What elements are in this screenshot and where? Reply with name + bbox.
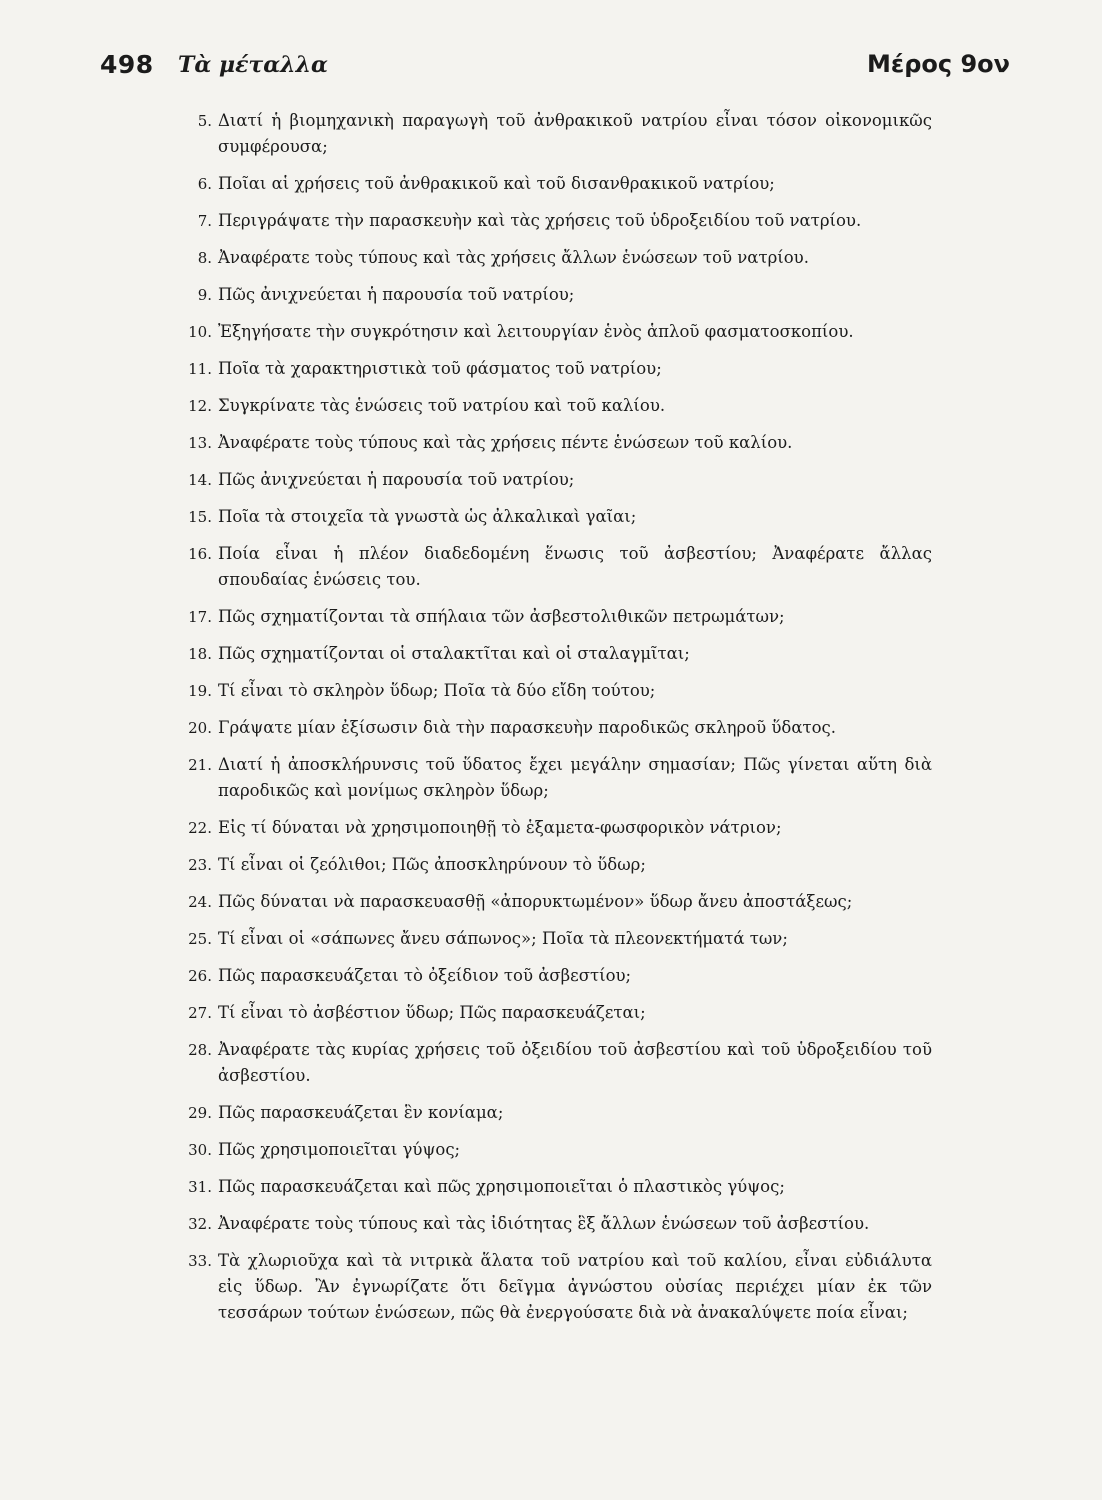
question-number: 10. — [188, 323, 212, 341]
question-item — [180, 752, 932, 804]
question-text: Τί εἶναι οἱ ζεόλιθοι; Πῶς ἀποσκληρύνουν τὸ ὕδωρ; — [218, 855, 646, 874]
question-number: 8. — [197, 249, 212, 267]
question-text: Περιγράψατε τὴν παρασκευὴν καὶ τὰς χρήσεις τοῦ ὑδροξειδίου τοῦ νατρίου. — [218, 211, 862, 230]
question-item — [180, 430, 932, 456]
question-item — [180, 282, 932, 308]
question-item — [180, 245, 932, 271]
question-text: Πῶς σχηματίζονται τὰ σπήλαια τῶν ἀσβεστολιθικῶν πετρωμάτων; — [218, 607, 785, 626]
question-number: 16. — [188, 545, 212, 563]
question-number: 14. — [188, 471, 212, 489]
question-number: 17. — [188, 608, 212, 626]
question-item — [180, 604, 932, 630]
question-number: 25. — [188, 930, 212, 948]
question-number: 29. — [188, 1104, 212, 1122]
question-text: Τί εἶναι τὸ σκληρὸν ὕδωρ; Ποῖα τὰ δύο εἴδη τούτου; — [218, 681, 656, 700]
question-item — [180, 171, 932, 197]
question-text: Τὰ χλωριοῦχα καὶ τὰ νιτρικὰ ἅλατα τοῦ νατρίου καὶ τοῦ καλίου, εἶναι εὐδιάλυτα εἰς ὕδωρ. Ἂν ἐγνωρίζατε ὅτι δεῖγμα ἀγνώστου οὐσίας περιέχει μίαν ἐκ τῶν τεσσάρων τούτων ἑνώσεων, πῶς θὰ ἐνεργούσατε διὰ νὰ ἀνακαλύψετε ποία εἶναι; — [218, 1251, 932, 1322]
question-number: 30. — [188, 1141, 212, 1159]
question-text: Ἀναφέρατε τοὺς τύπους καὶ τὰς ἰδιότητας ἓξ ἄλλων ἑνώσεων τοῦ ἀσβεστίου. — [218, 1214, 870, 1233]
question-text: Συγκρίνατε τὰς ἑνώσεις τοῦ νατρίου καὶ τοῦ καλίου. — [218, 396, 666, 415]
question-text: Ποῖαι αἱ χρήσεις τοῦ ἀνθρακικοῦ καὶ τοῦ δισανθρακικοῦ νατρίου; — [218, 174, 775, 193]
question-text: Διατί ἡ βιομηχανικὴ παραγωγὴ τοῦ ἀνθρακικοῦ νατρίου εἶναι τόσον οἰκονομικῶς συμφέρουσα; — [218, 111, 932, 156]
question-item — [180, 1100, 932, 1126]
question-number: 32. — [188, 1215, 212, 1233]
question-item — [180, 541, 932, 593]
question-item — [180, 504, 932, 530]
question-item — [180, 715, 932, 741]
question-number: 24. — [188, 893, 212, 911]
question-text: Πῶς παρασκευάζεται τὸ ὀξείδιον τοῦ ἀσβεστίου; — [218, 966, 632, 985]
question-text: Ἀναφέρατε τὰς κυρίας χρήσεις τοῦ ὀξειδίου τοῦ ἀσβεστίου καὶ τοῦ ὑδροξειδίου τοῦ ἀσβεστίου. — [218, 1040, 932, 1085]
page-header — [100, 50, 1010, 90]
question-text: Γράψατε μίαν ἐξίσωσιν διὰ τὴν παρασκευὴν παροδικῶς σκληροῦ ὕδατος. — [218, 718, 837, 737]
question-number: 26. — [188, 967, 212, 985]
question-text: Πῶς σχηματίζονται οἱ σταλακτῖται καὶ οἱ σταλαγμῖται; — [218, 644, 690, 663]
question-number: 5. — [197, 112, 212, 130]
question-item — [180, 889, 932, 915]
question-item — [180, 641, 932, 667]
question-number: 12. — [188, 397, 212, 415]
question-number: 21. — [188, 756, 212, 774]
question-text: Πῶς παρασκευάζεται καὶ πῶς χρησιμοποιεῖται ὁ πλαστικὸς γύψος; — [218, 1177, 785, 1196]
question-text: Εἰς τί δύναται νὰ χρησιμοποιηθῇ τὸ ἑξαμετα-φωσφορικὸν νάτριον; — [218, 818, 782, 837]
question-item — [180, 208, 932, 234]
question-text: Διατί ἡ ἀποσκλήρυνσις τοῦ ὕδατος ἔχει μεγάλην σημασίαν; Πῶς γίνεται αὕτη διὰ παροδικῶς καὶ μονίμως σκληρὸν ὕδωρ; — [218, 755, 932, 800]
question-item — [180, 1211, 932, 1237]
question-item — [180, 356, 932, 382]
question-text: Ποία εἶναι ἡ πλέον διαδεδομένη ἕνωσις τοῦ ἀσβεστίου; Ἀναφέρατε ἄλλας σπουδαίας ἑνώσεις του. — [218, 544, 932, 589]
question-number: 6. — [197, 175, 212, 193]
question-text: Πῶς χρησιμοποιεῖται γύψος; — [218, 1140, 461, 1159]
question-number: 15. — [188, 508, 212, 526]
question-text: Ποῖα τὰ στοιχεῖα τὰ γνωστὰ ὡς ἀλκαλικαὶ γαῖαι; — [218, 507, 637, 526]
question-number: 18. — [188, 645, 212, 663]
question-text: Πῶς παρασκευάζεται ἓν κονίαμα; — [218, 1103, 504, 1122]
question-number: 7. — [197, 212, 212, 230]
question-item — [180, 815, 932, 841]
question-text: Ἀναφέρατε τοὺς τύπους καὶ τὰς χρήσεις ἄλλων ἑνώσεων τοῦ νατρίου. — [218, 248, 809, 267]
question-item — [180, 1000, 932, 1026]
question-text: Πῶς δύναται νὰ παρασκευασθῇ «ἀπορυκτωμένον» ὕδωρ ἄνευ ἀποστάξεως; — [218, 892, 853, 911]
question-number: 31. — [188, 1178, 212, 1196]
question-number: 19. — [188, 682, 212, 700]
question-item — [180, 108, 932, 160]
question-number: 23. — [188, 856, 212, 874]
question-text: Πῶς ἀνιχνεύεται ἡ παρουσία τοῦ νατρίου; — [218, 470, 575, 489]
question-number: 20. — [188, 719, 212, 737]
question-number: 11. — [188, 360, 212, 378]
question-number: 27. — [188, 1004, 212, 1022]
running-title: Τὰ μέταλλα — [178, 52, 328, 78]
question-item — [180, 1248, 932, 1326]
page-number: 498 — [100, 50, 154, 79]
question-item — [180, 852, 932, 878]
question-number: 13. — [188, 434, 212, 452]
question-number: 9. — [197, 286, 212, 304]
question-item — [180, 1174, 932, 1200]
question-item — [180, 678, 932, 704]
question-number: 22. — [188, 819, 212, 837]
question-item — [180, 1137, 932, 1163]
question-item — [180, 926, 932, 952]
question-text: Ποῖα τὰ χαρακτηριστικὰ τοῦ φάσματος τοῦ νατρίου; — [218, 359, 662, 378]
question-text: Ἐξηγήσατε τὴν συγκρότησιν καὶ λειτουργίαν ἑνὸς ἁπλοῦ φασματοσκοπίου. — [218, 322, 854, 341]
question-text: Τί εἶναι οἱ «σάπωνες ἄνευ σάπωνος»; Ποῖα τὰ πλεονεκτήματά των; — [218, 929, 788, 948]
question-number: 33. — [188, 1252, 212, 1270]
question-list — [180, 108, 932, 1337]
question-text: Ἀναφέρατε τοὺς τύπους καὶ τὰς χρήσεις πέντε ἑνώσεων τοῦ καλίου. — [218, 433, 793, 452]
part-label: Μέρος 9ον — [866, 50, 1010, 78]
question-item — [180, 393, 932, 419]
question-item — [180, 1037, 932, 1089]
question-text: Πῶς ἀνιχνεύεται ἡ παρουσία τοῦ νατρίου; — [218, 285, 575, 304]
question-item — [180, 319, 932, 345]
question-text: Τί εἶναι τὸ ἀσβέστιον ὕδωρ; Πῶς παρασκευάζεται; — [218, 1003, 646, 1022]
question-item — [180, 963, 932, 989]
question-item — [180, 467, 932, 493]
question-number: 28. — [188, 1041, 212, 1059]
